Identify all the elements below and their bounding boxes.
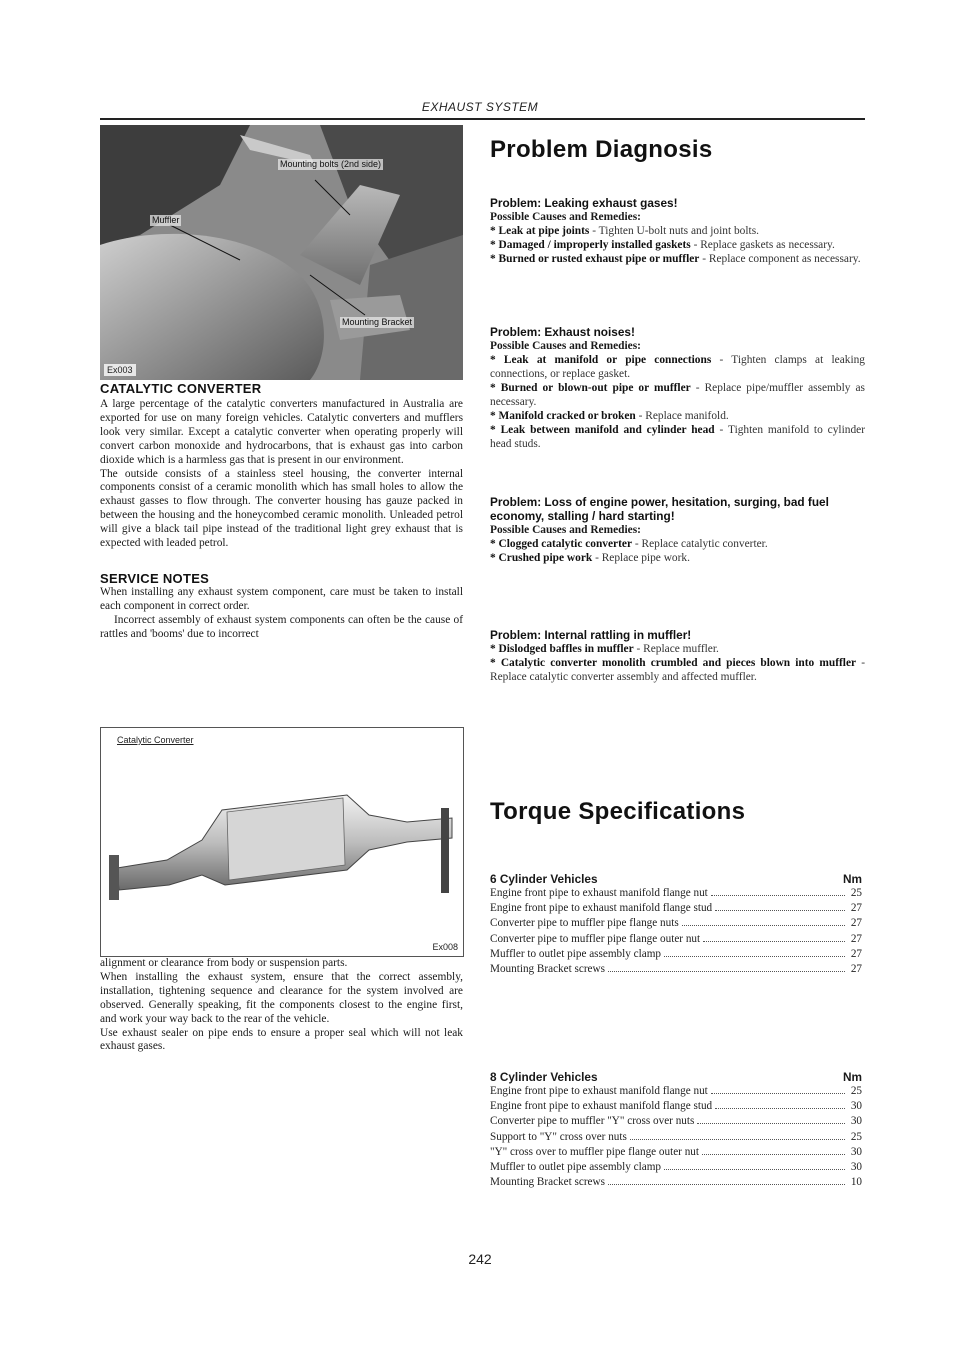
causes-label: Possible Causes and Remedies: bbox=[490, 524, 641, 536]
service-paragraph-2: Incorrect assembly of exhaust system components can often be the cause of rattles and 'booms' due to incorrect bbox=[100, 613, 463, 640]
photo-label-mounting-bolts: Mounting bolts (2nd side) bbox=[280, 159, 382, 169]
service-paragraph-1: When installing any exhaust system component, care must be taken to install each component in correct order. bbox=[100, 585, 463, 612]
torque-row: "Y" cross over to muffler pipe flange outer nut 30 bbox=[490, 1145, 862, 1158]
cause-item: * Burned or rusted exhaust pipe or muffler - Replace component as necessary. bbox=[490, 253, 861, 265]
causes-label: Possible Causes and Remedies: bbox=[490, 340, 641, 352]
torque-table-8-cylinder bbox=[490, 1070, 862, 1190]
catalytic-converter-figure bbox=[100, 727, 464, 957]
problem-heading: Problem: Loss of engine power, hesitation, surging, bad fuel economy, stalling / hard starting! bbox=[490, 495, 829, 523]
problem-heading: Problem: Leaking exhaust gases! bbox=[490, 196, 678, 210]
torque-table-6-cylinder bbox=[490, 872, 862, 977]
catalytic-paragraph-1: A large percentage of the catalytic converters manufactured in Australia are exported for use on many foreign vehicles. Catalytic converters and mufflers look very similar. Except a catalytic converter when operating properly will convert carbon monoxide and hydrocarbons, that is exhaust gas into carbon dioxide which is a harmless gas that is present in our environment. bbox=[100, 398, 463, 466]
problem-diagnosis-title: Problem Diagnosis bbox=[490, 136, 713, 163]
cause-item: * Crushed pipe work - Replace pipe work. bbox=[490, 552, 690, 564]
cause-item: * Leak at pipe joints - Tighten U-bolt nuts and joint bolts. bbox=[490, 225, 759, 237]
catalytic-converter-heading: CATALYTIC CONVERTER bbox=[100, 381, 262, 396]
underbody-photo bbox=[100, 125, 463, 380]
torque-table-header: 6 Cylinder Vehicles Nm bbox=[490, 872, 862, 886]
cause-item: * Leak between manifold and cylinder head - Tighten manifold to cylinder head studs. bbox=[490, 424, 865, 450]
torque-row: Converter pipe to muffler pipe flange outer nut 27 bbox=[490, 932, 862, 945]
cause-item: * Dislodged baffles in muffler - Replace muffler. bbox=[490, 643, 719, 655]
left-column-top bbox=[100, 381, 463, 642]
torque-row: Muffler to outlet pipe assembly clamp 27 bbox=[490, 947, 862, 960]
service-paragraph-5: Use exhaust sealer on pipe ends to ensure a proper seal which will not leak exhaust gases. bbox=[100, 1026, 463, 1053]
torque-row: Engine front pipe to exhaust manifold flange nut 25 bbox=[490, 887, 862, 899]
problem-2 bbox=[490, 325, 865, 451]
figure-code: Ex008 bbox=[432, 942, 458, 952]
cause-item: * Clogged catalytic converter - Replace catalytic converter. bbox=[490, 538, 768, 550]
cause-item: * Catalytic converter monolith crumbled and pieces blown into muffler - Replace catalytic converter assembly and affected muffler. bbox=[490, 657, 865, 683]
torque-specifications-title: Torque Specifications bbox=[490, 798, 746, 825]
torque-row: Engine front pipe to exhaust manifold flange stud 30 bbox=[490, 1100, 862, 1113]
catalytic-paragraph-2: The outside consists of a stainless steel housing, the converter internal components consist of a ceramic monolith which has small holes to allow the exhaust gasses to flow through. The converter housing has gauze packed in between the housing and the honeycombed ceramic monolith. Unleaded petrol will give a black tail pipe instead of the traditional light grey exhaust that is expected with leaded petrol. bbox=[100, 467, 463, 550]
problem-heading: Problem: Exhaust noises! bbox=[490, 325, 635, 339]
problem-4 bbox=[490, 628, 865, 684]
left-column-bottom bbox=[100, 957, 463, 1054]
torque-row: Mounting Bracket screws 27 bbox=[490, 963, 862, 976]
cause-item: * Burned or blown-out pipe or muffler - Replace pipe/muffler assembly as necessary. bbox=[490, 382, 865, 408]
service-paragraph-3: alignment or clearance from body or suspension parts. bbox=[100, 957, 348, 969]
problem-3 bbox=[490, 495, 865, 565]
page-number: 242 bbox=[468, 1251, 492, 1267]
running-header: EXHAUST SYSTEM bbox=[421, 100, 539, 114]
header-rule bbox=[100, 118, 865, 120]
causes-label: Possible Causes and Remedies: bbox=[490, 211, 641, 223]
cause-item: * Manifold cracked or broken - Replace manifold. bbox=[490, 410, 729, 422]
figure-label: Catalytic Converter bbox=[117, 735, 194, 745]
problem-heading: Problem: Internal rattling in muffler! bbox=[490, 628, 692, 642]
torque-table-header: 8 Cylinder Vehicles Nm bbox=[490, 1070, 862, 1084]
problem-1 bbox=[490, 196, 865, 266]
torque-row: Muffler to outlet pipe assembly clamp 30 bbox=[490, 1161, 862, 1174]
torque-row: Engine front pipe to exhaust manifold flange stud 27 bbox=[490, 902, 862, 915]
service-notes-heading: SERVICE NOTES bbox=[100, 570, 210, 586]
photo-label-mounting-bracket: Mounting Bracket bbox=[342, 317, 413, 327]
catalytic-converter-drawing bbox=[107, 750, 457, 945]
photo-code: Ex003 bbox=[104, 364, 136, 376]
cause-item: * Damaged / improperly installed gaskets - Replace gaskets as necessary. bbox=[490, 239, 835, 251]
photo-label-muffler: Muffler bbox=[152, 215, 180, 225]
torque-row: Converter pipe to muffler "Y" cross over nuts 30 bbox=[490, 1115, 862, 1128]
torque-row: Engine front pipe to exhaust manifold flange nut 25 bbox=[490, 1085, 862, 1097]
cause-item: * Leak at manifold or pipe connections - Tighten clamps at leaking connections, or replace gasket. bbox=[490, 354, 865, 380]
torque-row: Converter pipe to muffler pipe flange nuts 27 bbox=[490, 917, 862, 930]
torque-row: Mounting Bracket screws 10 bbox=[490, 1176, 862, 1189]
torque-row: Support to "Y" cross over nuts 25 bbox=[490, 1130, 862, 1143]
service-paragraph-4: When installing the exhaust system, ensure that the correct assembly, installation, tightening sequence and clearance for the system involved are observed. Generally speaking, fit the components closest to the engine first, and work your way back to the rear of the vehicle. bbox=[100, 970, 463, 1025]
